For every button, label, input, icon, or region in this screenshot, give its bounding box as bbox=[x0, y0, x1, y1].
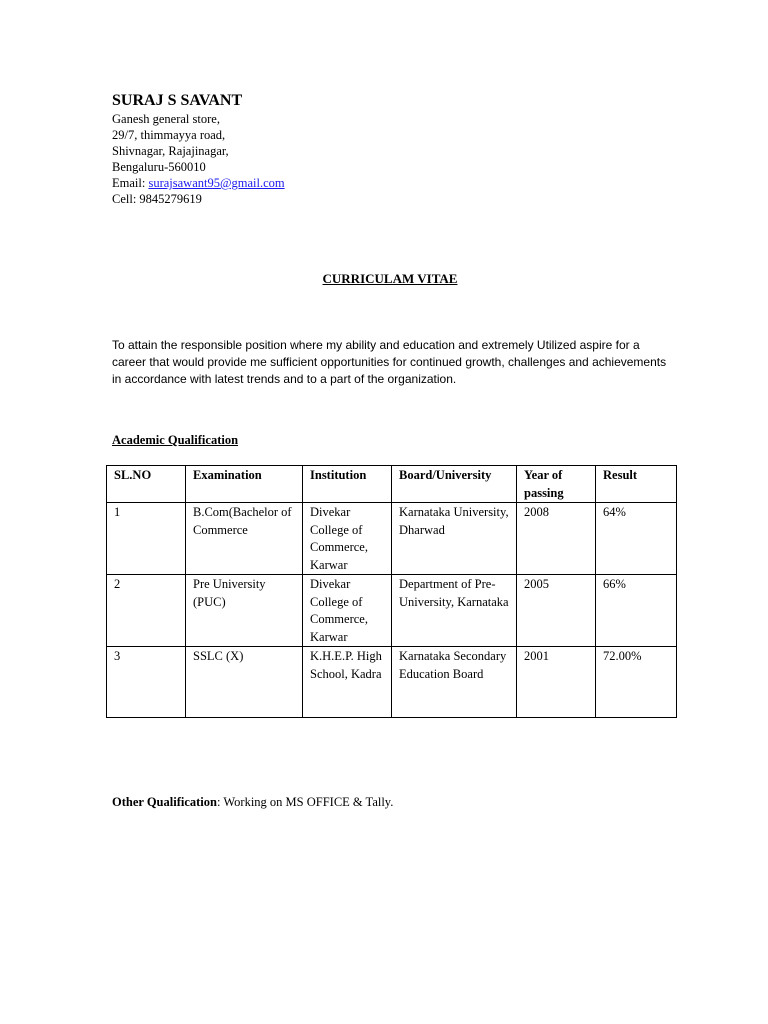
document-title: CURRICULAM VITAE bbox=[322, 271, 458, 286]
column-header-examination: Examination bbox=[186, 466, 303, 503]
cell-year: 2008 bbox=[517, 503, 596, 575]
cell-year: 2005 bbox=[517, 575, 596, 647]
email-link[interactable]: surajsawant95@gmail.com bbox=[148, 176, 285, 190]
column-header-year: Year of passing bbox=[517, 466, 596, 503]
contact-header bbox=[112, 91, 512, 207]
cell-examination: B.Com(Bachelor of Commerce bbox=[186, 503, 303, 575]
address-line-4: Bengaluru-560010 bbox=[112, 160, 206, 174]
address-line-1: Ganesh general store, bbox=[112, 112, 220, 126]
other-qualification-separator: : bbox=[216, 795, 221, 809]
cell-result: 66% bbox=[596, 575, 677, 647]
cell-examination: SSLC (X) bbox=[186, 647, 303, 718]
column-header-result: Result bbox=[596, 466, 677, 503]
address-line-2: 29/7, thimmayya road, bbox=[112, 128, 226, 142]
column-header-institution: Institution bbox=[303, 466, 392, 503]
table-row bbox=[107, 575, 677, 647]
cell-slno: 1 bbox=[107, 503, 186, 575]
table-header-row bbox=[107, 466, 677, 503]
academic-heading: Academic Qualification bbox=[112, 433, 239, 447]
other-qualification-label: Other Qualification bbox=[112, 795, 217, 809]
cell-slno: 3 bbox=[107, 647, 186, 718]
table-row bbox=[107, 647, 677, 718]
candidate-name: SURAJ S SAVANT bbox=[112, 92, 243, 109]
table-row bbox=[107, 503, 677, 575]
cell-board: Department of Pre-University, Karnataka bbox=[392, 575, 517, 647]
other-qualification bbox=[112, 794, 393, 810]
cell-institution: Divekar College of Commerce, Karwar bbox=[303, 575, 392, 647]
cell-board: Karnataka Secondary Education Board bbox=[392, 647, 517, 718]
email-label: Email: bbox=[112, 176, 149, 190]
cell-institution: K.H.E.P. High School, Kadra bbox=[303, 647, 392, 718]
address-line-3: Shivnagar, Rajajinagar, bbox=[112, 144, 229, 158]
cell-institution: Divekar College of Commerce, Karwar bbox=[303, 503, 392, 575]
cell-year: 2001 bbox=[517, 647, 596, 718]
cell-result: 64% bbox=[596, 503, 677, 575]
academic-table bbox=[106, 465, 677, 718]
column-header-board: Board/University bbox=[392, 466, 517, 503]
cell-examination: Pre University (PUC) bbox=[186, 575, 303, 647]
objective-paragraph: To attain the responsible position where my ability and education and extremely Utilized aspire for a career that would provide me sufficient opportunities for continued growth, challenges and achievements in accordance with latest trends and to a part of the organization. bbox=[112, 338, 667, 386]
email-line bbox=[112, 175, 512, 191]
column-header-slno: SL.NO bbox=[107, 466, 186, 503]
cell-line: Cell: 9845279619 bbox=[112, 192, 202, 206]
cell-result: 72.00% bbox=[596, 647, 677, 718]
cell-slno: 2 bbox=[107, 575, 186, 647]
other-qualification-text: Working on MS OFFICE & Tally. bbox=[220, 795, 394, 809]
cell-board: Karnataka University, Dharwad bbox=[392, 503, 517, 575]
